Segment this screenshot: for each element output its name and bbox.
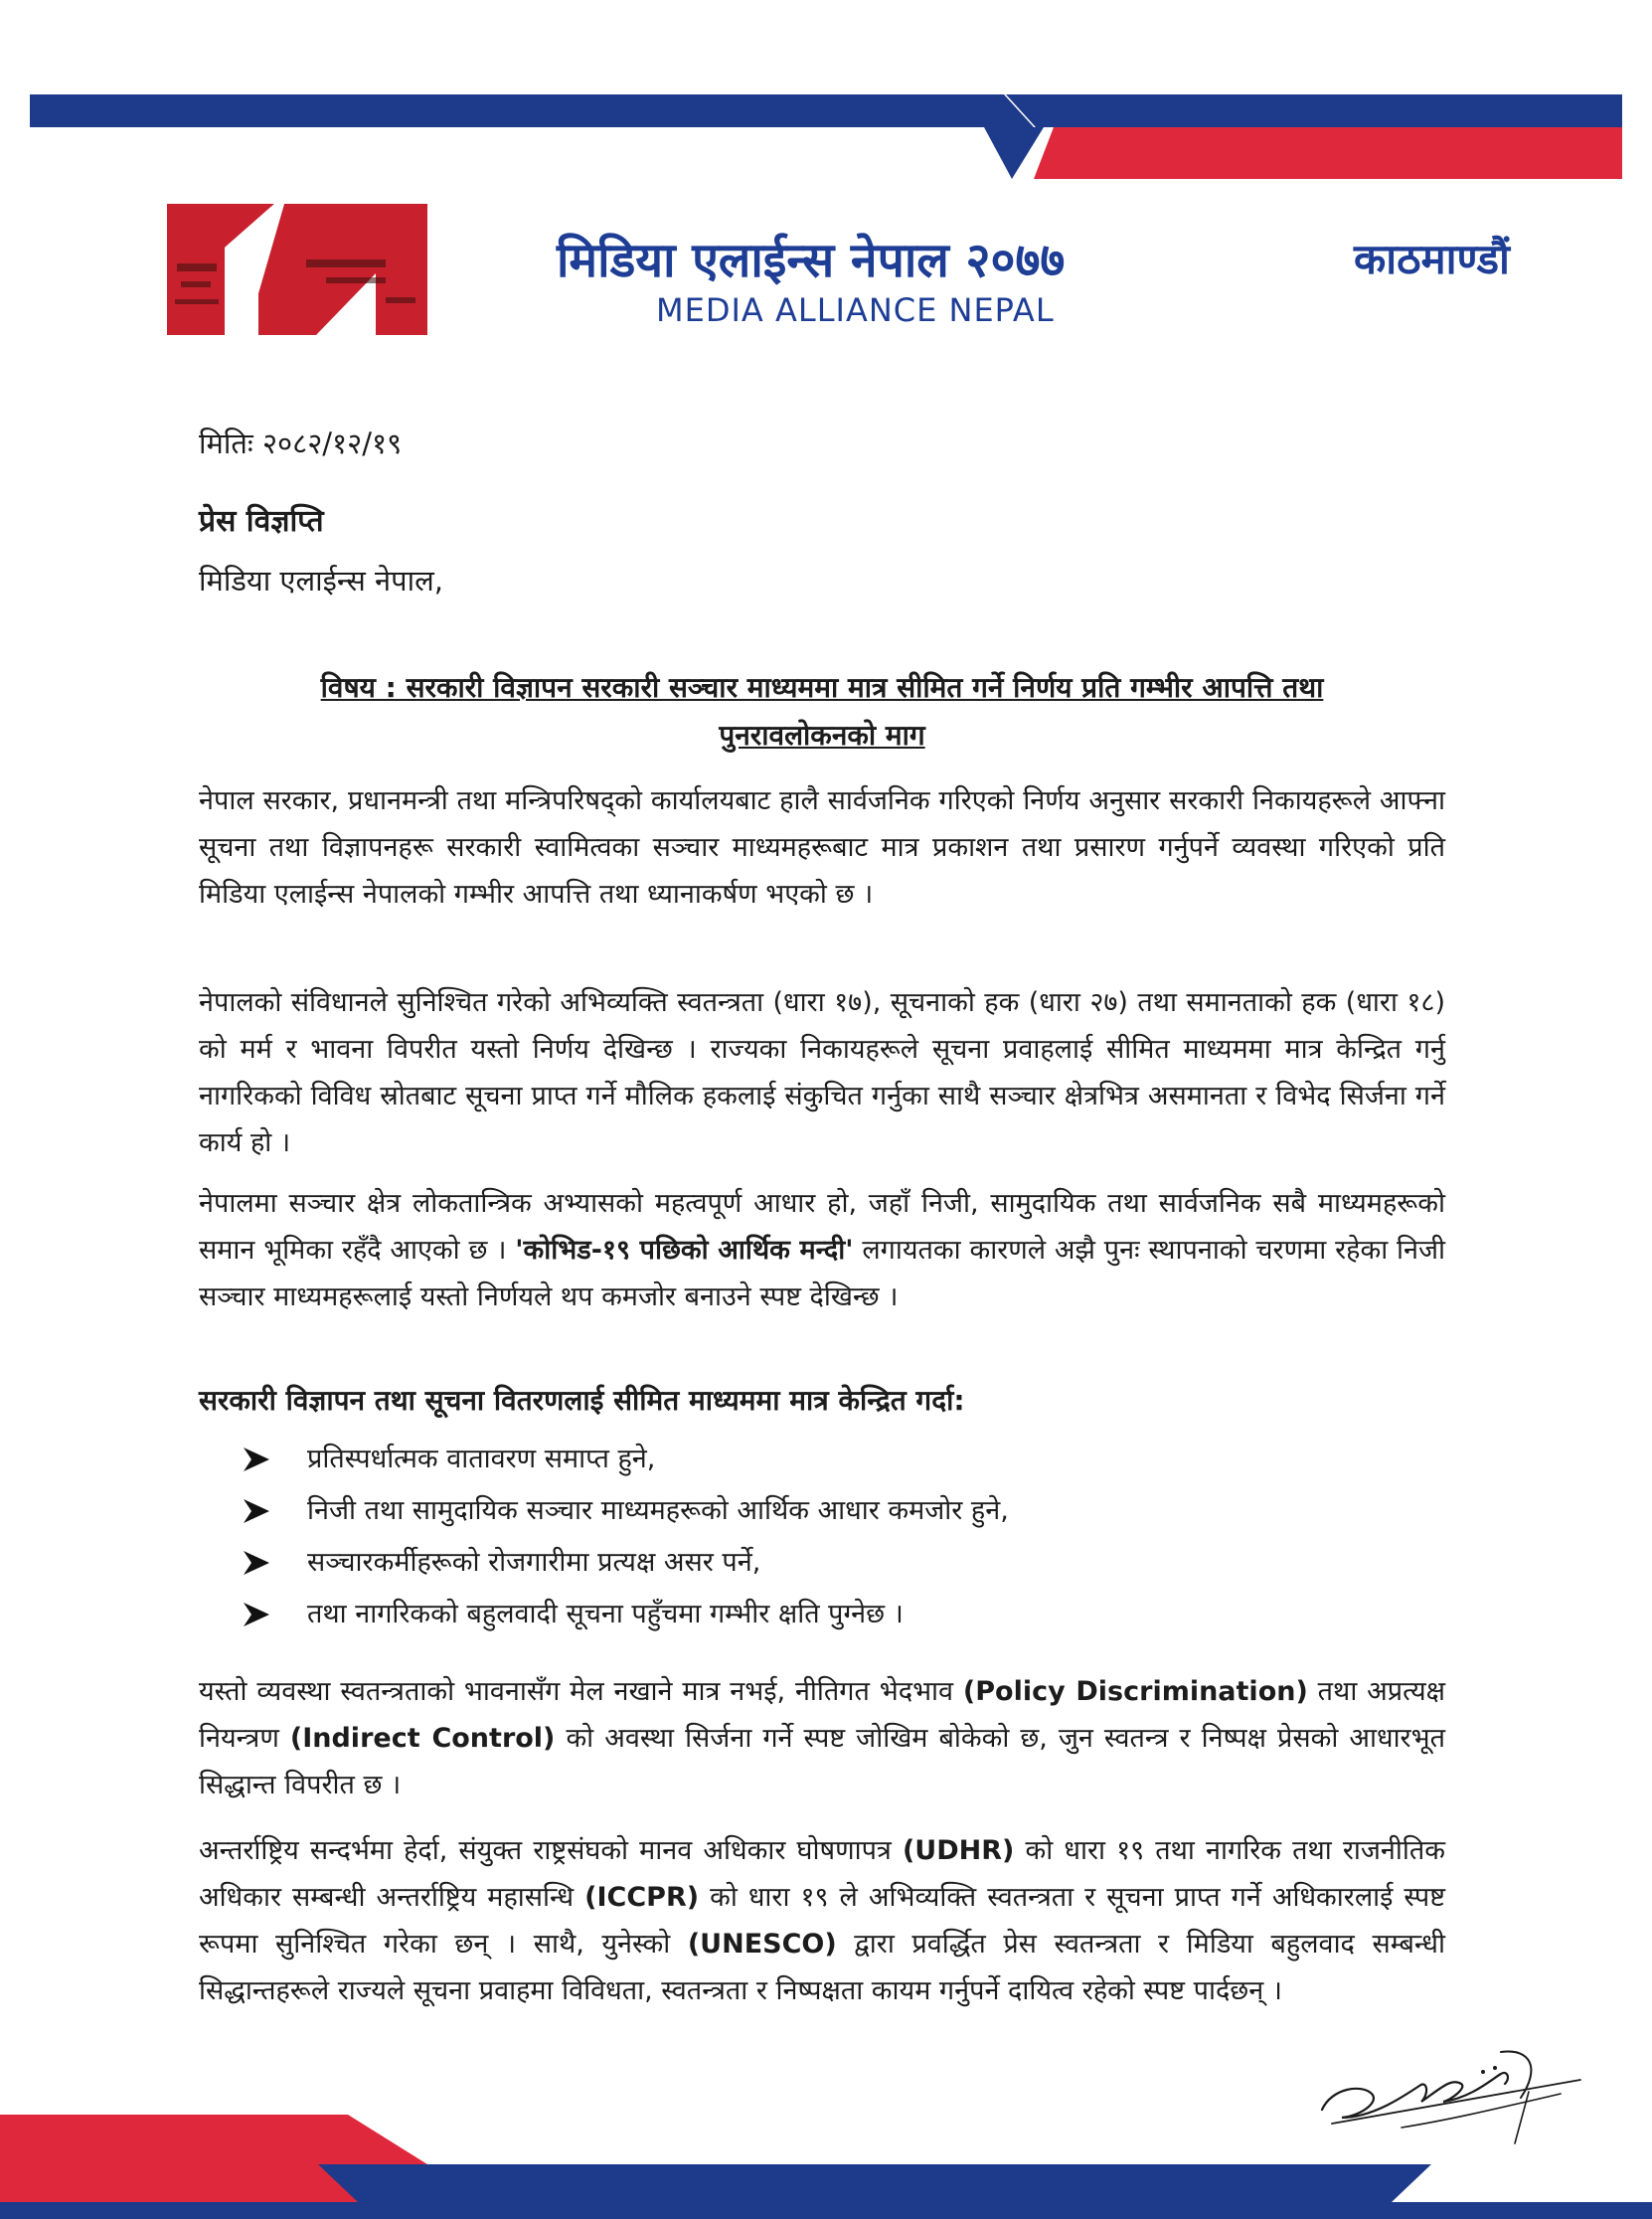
paragraph-3-emphasis: 'कोभिड-१९ पछिको आर्थिक मन्दी' xyxy=(515,1235,854,1266)
points-list xyxy=(242,1440,1009,1646)
paragraph-4 xyxy=(199,1668,1445,1808)
paragraph-1: नेपाल सरकार, प्रधानमन्त्री तथा मन्त्रिपरिषद्को कार्यालयबाट हालै सार्वजनिक गरिएको निर्णय अनुसार सरकारी निकायहरूले आफ्ना सूचना तथा विज्ञापनहरू सरकारी स्वामित्वका सञ्चार माध्यमहरूबाट मात्र प्रकाशन तथा प्रसारण गर्नुपर्ने व्यवस्था गरिएको प्रति मिडिया एलाईन्स नेपालको गम्भीर आपत्ति तथा ध्यानाकर्षण भएको छ । xyxy=(199,785,1445,910)
media-alliance-logo xyxy=(167,204,427,335)
letter-date: मितिः २०८२/१२/१९ xyxy=(199,427,403,460)
paragraph-4-part-d: को अवस्था सिर्जना गर्ने स्पष्ट जोखिम बोकेको छ, जुन स्वतन्त्र र निष्पक्ष प्रेसको आधारभूत सिद्धान्त विपरीत छ । xyxy=(199,1723,1445,1800)
paragraph-5-part-a: अन्तर्राष्ट्रिय सन्दर्भमा हेर्दा, संयुक्त राष्ट्रसंघको मानव अधिकार घोषणापत्र xyxy=(199,1835,892,1866)
paragraph-4-term-policy: (Policy Discrimination) xyxy=(962,1676,1308,1707)
list-item: तथा नागरिकको बहुलवादी सूचना पहुँचमा गम्भीर क्षति पुग्नेछ । xyxy=(242,1595,1009,1646)
press-release-heading: प्रेस विज्ञप्ति xyxy=(199,504,324,539)
bottom-banner xyxy=(0,2093,1652,2219)
points-heading: सरकारी विज्ञापन तथा सूचना वितरणलाई सीमित माध्यममा मात्र केन्द्रित गर्दा: xyxy=(199,1384,965,1417)
paragraph-3 xyxy=(199,1180,1445,1320)
paragraph-5-term-udhr: (UDHR) xyxy=(902,1835,1015,1866)
arrow-bullet-icon xyxy=(242,1446,271,1473)
letter-subject xyxy=(199,664,1445,760)
list-item: निजी तथा सामुदायिक सञ्चार माध्यमहरूको आर्थिक आधार कमजोर हुने, xyxy=(242,1491,1009,1543)
arrow-bullet-icon xyxy=(242,1497,271,1525)
top-banner xyxy=(0,0,1652,189)
paragraph-3-part-a: नेपालमा सञ्चार क्षेत्र लोकतान्त्रिक अभ्यासको महत्वपूर्ण आधार हो, जहाँ निजी, सामुदायिक तथा सार्वजनिक सबै माध्यमहरूको समान भूमिका रहँदै आएको छ । xyxy=(199,1188,1445,1266)
city-name: काठमाण्डौं xyxy=(1354,235,1510,283)
paragraph-5-term-unesco: (UNESCO) xyxy=(687,1929,837,1960)
org-name-nepali: मिडिया एलाईन्स नेपाल २०७७ xyxy=(557,233,1066,288)
subject-line-1: विषय : सरकारी विज्ञापन सरकारी सञ्चार माध्यममा मात्र सीमित गर्ने निर्णय प्रति गम्भीर आपत्ति तथा xyxy=(320,671,1324,704)
paragraph-5-term-iccpr: (ICCPR) xyxy=(584,1882,700,1913)
letter-addressee: मिडिया एलाईन्स नेपाल, xyxy=(199,564,443,597)
paragraph-5-part-c: को धारा १९ तथा नागरिक तथा राजनीतिक अधिकार सम्बन्धी अन्तर्राष्ट्रिय महासन्धि xyxy=(199,1835,1446,1913)
paragraph-4-part-c: तथा अप्रत्यक्ष नियन्त्रण xyxy=(199,1676,1446,1754)
list-item: प्रतिस्पर्धात्मक वातावरण समाप्त हुने, xyxy=(242,1440,1009,1491)
paragraph-4-part-a: यस्तो व्यवस्था स्वतन्त्रताको भावनासँग मेल नखाने मात्र नभई, नीतिगत भेदभाव xyxy=(199,1676,954,1707)
arrow-bullet-icon xyxy=(242,1601,271,1628)
paragraph-4-term-indirect: (Indirect Control) xyxy=(289,1723,556,1754)
subject-line-2: पुनरावलोकनको माग xyxy=(719,719,925,752)
paragraph-2: नेपालको संविधानले सुनिश्चित गरेको अभिव्यक्ति स्वतन्त्रता (धारा १७), सूचनाको हक (धारा २७) तथा समानताको हक (धारा १८) को मर्म र भावना विपरीत यस्तो निर्णय देखिन्छ । राज्यका निकायहरूले सूचना प्रवाहलाई सीमित माध्यममा मात्र केन्द्रित गर्नु नागरिकको विविध स्रोतबाट सूचना प्राप्त गर्ने मौलिक हकलाई संकुचित गर्नुका साथै सञ्चार क्षेत्रभित्र असमानता र विभेद सिर्जना गर्ने कार्य हो । xyxy=(199,987,1445,1158)
list-item: सञ्चारकर्मीहरूको रोजगारीमा प्रत्यक्ष असर पर्ने, xyxy=(242,1543,1009,1595)
paragraph-3-part-b: लगायतका कारणले अझै पुनः स्थापनाको चरणमा रहेका निजी सञ्चार माध्यमहरूलाई यस्तो निर्णयले थप कमजोर बनाउने स्पष्ट देखिन्छ । xyxy=(199,1235,1446,1312)
paragraph-5 xyxy=(199,1827,1445,2014)
paragraph-5-part-d: को धारा १९ ले अभिव्यक्ति स्वतन्त्रता र सूचना प्राप्त गर्ने अधिकारलाई स्पष्ट रूपमा सुनिश्चित गरेका छन् । साथै, युनेस्को xyxy=(199,1882,1445,1960)
arrow-bullet-icon xyxy=(242,1549,271,1577)
paragraph-5-part-e: द्वारा प्रवर्द्धित प्रेस स्वतन्त्रता र मिडिया बहुलवाद सम्बन्धी सिद्धान्तहरूले राज्यले सूचना प्रवाहमा विविधता, स्वतन्त्रता र निष्पक्षता कायम गर्नुपर्ने दायित्व रहेको स्पष्ट पार्दछन् । xyxy=(199,1929,1445,2006)
org-name-english: MEDIA ALLIANCE NEPAL xyxy=(656,291,1055,329)
